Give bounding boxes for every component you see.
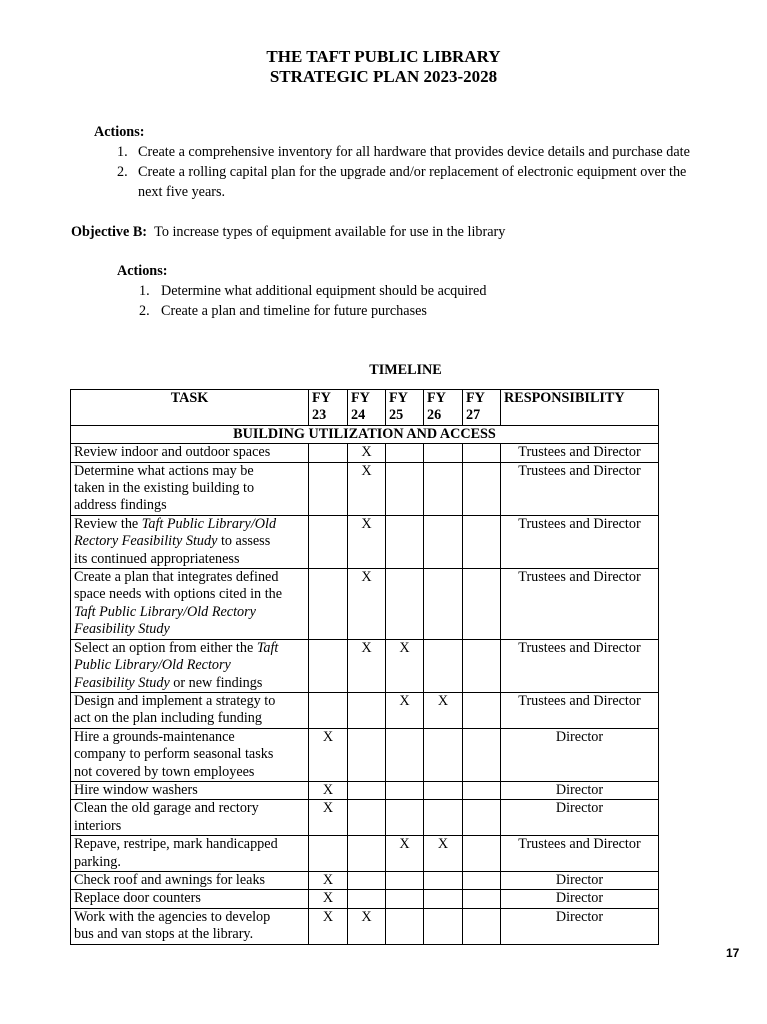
- task-cell: [71, 800, 309, 836]
- action-item-text-cont: next five years.: [138, 184, 226, 200]
- fy-mark-cell: [424, 639, 463, 692]
- fy-mark-cell: X: [386, 836, 424, 872]
- fy-mark-cell: [424, 515, 463, 568]
- fy23-column-header: FY 23: [309, 390, 348, 426]
- task-line: Hire window washers: [74, 781, 198, 798]
- task-line: Work with the agencies to develop: [74, 908, 271, 925]
- fy-mark-cell: [386, 728, 424, 781]
- task-line: Select an option from either the Taft: [74, 639, 279, 656]
- fy-mark-cell: [386, 569, 424, 640]
- timeline-table: [70, 389, 659, 945]
- responsibility-cell: Trustees and Director: [501, 569, 659, 640]
- table-row: [71, 836, 659, 872]
- task-cell: [71, 836, 309, 872]
- table-row: [71, 890, 659, 908]
- fy24-column-header: FY 24: [348, 390, 386, 426]
- fy-mark-cell: [424, 871, 463, 889]
- task-line: space needs with options cited in the: [74, 586, 283, 603]
- page-number: 17: [726, 946, 740, 960]
- table-row: [71, 639, 659, 692]
- fy-mark-cell: [348, 871, 386, 889]
- task-line: Clean the old garage and rectory: [74, 800, 259, 817]
- fy-mark-cell: [386, 871, 424, 889]
- table-row: [71, 444, 659, 462]
- action-item-text: Determine what additional equipment should be acquired: [161, 283, 487, 299]
- task-cell: [71, 639, 309, 692]
- fy-mark-cell: [348, 890, 386, 908]
- task-line: Check roof and awnings for leaks: [74, 871, 266, 888]
- fy-mark-cell: [386, 781, 424, 799]
- fy-mark-cell: X: [309, 728, 348, 781]
- fy-mark-cell: X: [348, 444, 386, 462]
- fy25-column-header: FY 25: [386, 390, 424, 426]
- responsibility-cell: Trustees and Director: [501, 462, 659, 515]
- task-cell: [71, 781, 309, 799]
- table-row: [71, 569, 659, 640]
- responsibility-cell: Director: [501, 800, 659, 836]
- table-row: [71, 908, 659, 944]
- responsibility-cell: Trustees and Director: [501, 444, 659, 462]
- table-row: [71, 800, 659, 836]
- fy-mark-cell: [463, 890, 501, 908]
- responsibility-cell: Trustees and Director: [501, 515, 659, 568]
- section-row: [71, 425, 659, 443]
- fy-mark-cell: [424, 444, 463, 462]
- table-row: [71, 728, 659, 781]
- fy-mark-cell: [463, 908, 501, 944]
- fy-mark-cell: X: [424, 836, 463, 872]
- fy-mark-cell: [309, 639, 348, 692]
- task-line: Replace door counters: [74, 890, 201, 907]
- objective-label: Objective B:: [71, 224, 148, 240]
- actions-heading: Actions:: [117, 263, 168, 279]
- task-cell: [71, 908, 309, 944]
- fy-mark-cell: [309, 515, 348, 568]
- fy-mark-cell: [309, 462, 348, 515]
- table-row: [71, 692, 659, 728]
- fy27-column-header: FY 27: [463, 390, 501, 426]
- fy-mark-cell: [348, 781, 386, 799]
- task-line: taken in the existing building to: [74, 480, 255, 497]
- fy-mark-cell: X: [348, 908, 386, 944]
- task-line: Feasibility Study or new findings: [74, 674, 263, 691]
- fy-mark-cell: X: [386, 639, 424, 692]
- fy-mark-cell: [386, 462, 424, 515]
- table-row: [71, 781, 659, 799]
- fy-mark-cell: [463, 462, 501, 515]
- task-line: not covered by town employees: [74, 763, 255, 780]
- fy-mark-cell: X: [309, 908, 348, 944]
- task-line: interiors: [74, 817, 122, 834]
- fy-mark-cell: X: [309, 781, 348, 799]
- fy-mark-cell: [424, 908, 463, 944]
- actions-heading: Actions:: [94, 124, 145, 140]
- table-row: [71, 515, 659, 568]
- fy-mark-cell: [463, 871, 501, 889]
- task-column-header: TASK: [71, 390, 309, 426]
- fy-mark-cell: [309, 692, 348, 728]
- fy-mark-cell: X: [386, 692, 424, 728]
- task-line: Determine what actions may be: [74, 462, 254, 479]
- fy-mark-cell: [386, 515, 424, 568]
- action-item-text: Create a rolling capital plan for the upgrade and/or replacement of electronic equipment over the: [138, 164, 687, 180]
- action-item-text: Create a comprehensive inventory for all hardware that provides device details and purchase date: [138, 144, 690, 160]
- responsibility-column-header: RESPONSIBILITY: [501, 390, 659, 426]
- task-cell: [71, 569, 309, 640]
- responsibility-cell: Director: [501, 781, 659, 799]
- responsibility-cell: Director: [501, 908, 659, 944]
- fy-mark-cell: [348, 692, 386, 728]
- task-line: bus and van stops at the library.: [74, 926, 254, 943]
- fy-mark-cell: [463, 444, 501, 462]
- action-number: 1.: [139, 283, 150, 299]
- task-line: Feasibility Study: [74, 621, 170, 638]
- action-item-text: Create a plan and timeline for future purchases: [161, 303, 427, 319]
- task-line: Create a plan that integrates defined: [74, 569, 279, 586]
- fy-mark-cell: [309, 444, 348, 462]
- responsibility-cell: Trustees and Director: [501, 639, 659, 692]
- fy-mark-cell: X: [309, 890, 348, 908]
- action-number: 2.: [117, 164, 128, 180]
- fy-mark-cell: X: [309, 800, 348, 836]
- task-line: Repave, restripe, mark handicapped: [74, 836, 278, 853]
- objective-text: To increase types of equipment available for use in the library: [154, 224, 506, 240]
- table-row: [71, 871, 659, 889]
- fy-mark-cell: [348, 728, 386, 781]
- fy-mark-cell: [463, 781, 501, 799]
- task-line: act on the plan including funding: [74, 710, 262, 727]
- section-heading: BUILDING UTILIZATION AND ACCESS: [71, 425, 659, 443]
- table-row: [71, 462, 659, 515]
- task-line: address findings: [74, 497, 167, 514]
- fy-mark-cell: [386, 444, 424, 462]
- task-line: Hire a grounds-maintenance: [74, 728, 235, 745]
- fy-mark-cell: [309, 836, 348, 872]
- task-line: Rectory Feasibility Study to assess: [74, 533, 271, 550]
- task-cell: [71, 890, 309, 908]
- action-number: 2.: [139, 303, 150, 319]
- fy-mark-cell: [386, 890, 424, 908]
- task-cell: [71, 515, 309, 568]
- task-line: Review indoor and outdoor spaces: [74, 444, 271, 461]
- fy-mark-cell: [463, 692, 501, 728]
- task-line: Design and implement a strategy to: [74, 692, 276, 709]
- fy-mark-cell: [463, 728, 501, 781]
- fy-mark-cell: [424, 890, 463, 908]
- fy-mark-cell: [463, 800, 501, 836]
- responsibility-cell: Director: [501, 871, 659, 889]
- document-title: THE TAFT PUBLIC LIBRARY: [266, 47, 501, 66]
- fy-mark-cell: [424, 800, 463, 836]
- task-cell: [71, 692, 309, 728]
- fy-mark-cell: X: [348, 462, 386, 515]
- fy-mark-cell: X: [309, 871, 348, 889]
- action-number: 1.: [117, 144, 128, 160]
- fy-mark-cell: X: [424, 692, 463, 728]
- task-line: parking.: [74, 853, 121, 870]
- fy-mark-cell: X: [348, 569, 386, 640]
- fy-mark-cell: [386, 908, 424, 944]
- fy-mark-cell: X: [348, 515, 386, 568]
- fy-mark-cell: [463, 515, 501, 568]
- timeline-title: TIMELINE: [369, 362, 442, 378]
- responsibility-cell: Director: [501, 728, 659, 781]
- responsibility-cell: Trustees and Director: [501, 692, 659, 728]
- fy-mark-cell: [309, 569, 348, 640]
- document-subtitle: STRATEGIC PLAN 2023-2028: [269, 67, 498, 86]
- fy-mark-cell: [386, 800, 424, 836]
- table-header-row: [71, 390, 659, 426]
- task-line: Taft Public Library/Old Rectory: [74, 603, 256, 620]
- fy-mark-cell: [424, 728, 463, 781]
- task-line: Review the Taft Public Library/Old: [74, 515, 277, 532]
- task-cell: [71, 462, 309, 515]
- fy-mark-cell: [424, 462, 463, 515]
- fy-mark-cell: [424, 569, 463, 640]
- responsibility-cell: Director: [501, 890, 659, 908]
- fy-mark-cell: [348, 800, 386, 836]
- task-line: company to perform seasonal tasks: [74, 746, 274, 763]
- fy-mark-cell: X: [348, 639, 386, 692]
- objective-b: [71, 222, 505, 242]
- task-cell: [71, 444, 309, 462]
- responsibility-cell: Trustees and Director: [501, 836, 659, 872]
- fy26-column-header: FY 26: [424, 390, 463, 426]
- task-line: Public Library/Old Rectory: [74, 657, 231, 674]
- fy-mark-cell: [463, 836, 501, 872]
- fy-mark-cell: [348, 836, 386, 872]
- task-cell: [71, 871, 309, 889]
- task-cell: [71, 728, 309, 781]
- fy-mark-cell: [424, 781, 463, 799]
- task-line: its continued appropriateness: [74, 550, 240, 567]
- fy-mark-cell: [463, 639, 501, 692]
- fy-mark-cell: [463, 569, 501, 640]
